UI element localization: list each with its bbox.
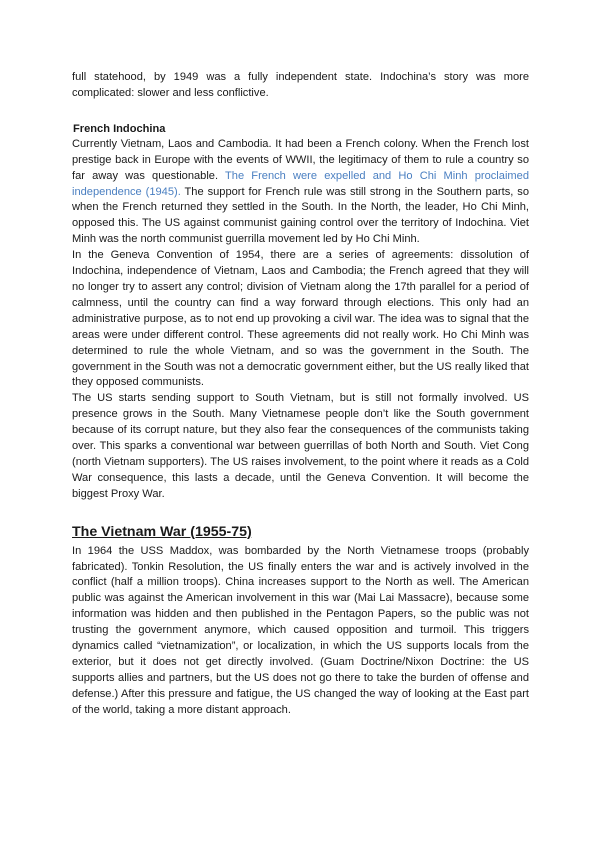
french-indochina-paragraph-1 [72, 137, 529, 248]
section-heading-vietnam-war: The Vietnam War (1955-75) [72, 523, 252, 540]
french-indochina-paragraph-2: In the Geneva Convention of 1954, there are a series of agreements: dissolution of Indochina, independence of Vietnam, Laos and Cambodia; the French agreed that they will no longer try to assert any control; division of Vietnam along the 17th parallel for a period of calmness, until the country can find a way forward through elections. This only had an administrative purpose, as to not end up provoking a civil war. The idea was to signal that the areas were under different control. These agreements did not really work. Ho Chi Minh was determined to rule the whole Vietnam, and so was the government in the South. The government in the South was not a democratic government either, but the US really liked that they opposed communists. [72, 249, 529, 389]
french-indochina-paragraph-3: The US starts sending support to South Vietnam, but is still not formally involved. US presence grows in the South. Many Vietnamese people don’t like the South government because of its corrupt nature, but they also fear the consequences of the communists taking over. This sparks a conventional war between guerrillas of both North and South. Viet Cong (north Vietnam supporters). The US raises involvement, to the point where it reads as a Cold War consequence, this lasts a decade, until the Geneva Convention. It will become the biggest Proxy War. [72, 392, 529, 500]
paragraph-text: The support for French rule was still strong in the Southern parts, so when the French returned they settled in the South. In the North, the leader, Ho Chi Minh, opposed this. The US against communist gaining control over the territory of Indochina. Viet Minh was the north communist guerrilla movement led by Ho Chi Minh. [72, 185, 529, 246]
section-spacer [72, 102, 529, 121]
vietnam-war-paragraph-1: In 1964 the USS Maddox, was bombarded by the North Vietnamese troops (probably fabricated). Tonkin Resolution, the US finally enters the war and is actively involved in the conflict (half a million troops). China increases support to the North as well. The American public was against the American involvement in this war (Mai Lai Massacre), because some information was hidden and then published in the Pentagon Papers, so the public was not trusting the government anymore, which caused opposition and turmoil. This triggers dynamics called “vietnamization”, or localization, in which the US supports locals from the exterior, but it does not get directly involved. (Guam Doctrine/Nixon Doctrine: the US supports allies and partners, but the US does not go there to take the burden of offense and defense.) After this pressure and fatigue, the US changed the way of looking at the East part of the world, taking a more distant approach. [72, 544, 529, 716]
document-page [72, 70, 529, 719]
intro-paragraph: full statehood, by 1949 was a fully independent state. Indochina’s story was more complicated: slower and less conflictive. [72, 71, 529, 99]
paragraph-text: Currently Vietnam, Laos and Cambodia. It had been a French colony. When the French lost prestige back in Europe with the events of WWII, the legitimacy of them to rule a country so far away was questionable. [72, 137, 529, 182]
section-heading-french-indochina: French Indochina [73, 122, 166, 135]
highlighted-link-text[interactable]: The French were expelled and Ho Chi Minh proclaimed independence (1945). [72, 169, 529, 198]
